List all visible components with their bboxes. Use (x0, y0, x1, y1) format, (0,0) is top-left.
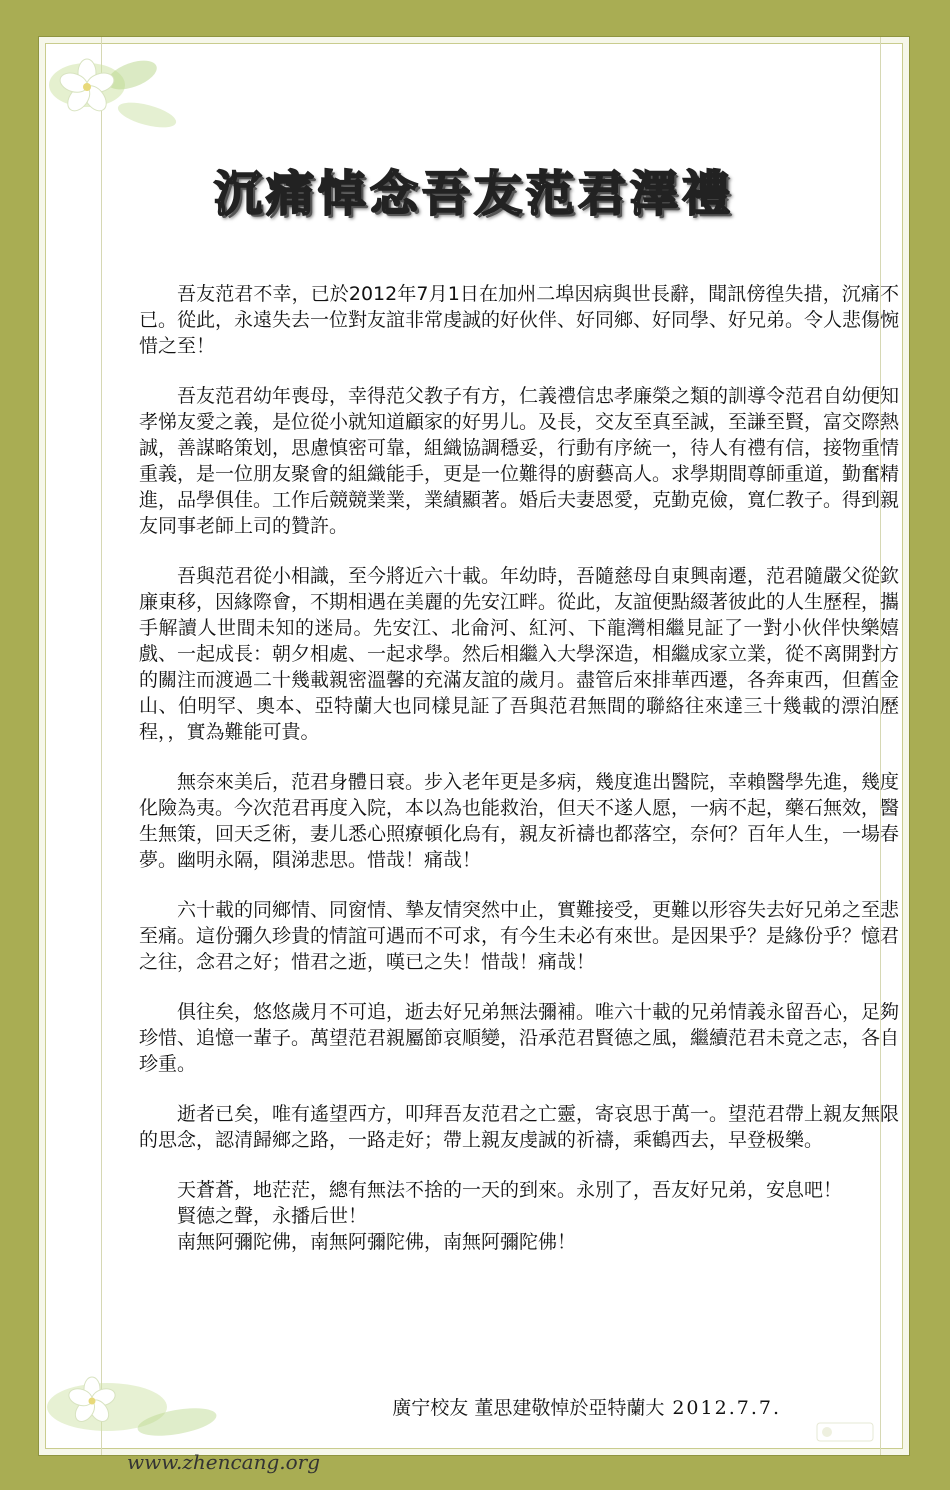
signature (392, 1393, 781, 1420)
paragraph: 六十載的同鄉情、同窗情、摯友情突然中止，實難接受，更難以形容失去好兄弟之至悲至痛。這份彌久珍貴的情誼可遇而不可求，有今生未必有來世。是因果乎？是緣份乎？憶君之往，念君之好；惜君之逝，嘆已之失！惜哉！痛哉！ (139, 899, 900, 973)
paragraph: 吾與范君從小相識，至今將近六十載。年幼時，吾隨慈母自東興南遷，范君隨嚴父從欽廉東移，因緣際會，不期相遇在美麗的先安江畔。從此，友誼便點綴著彼此的人生歷程，攜手解讀人世間未知的迷局。先安江、北侖河、紅河、下龍灣相繼見証了一對小伙伴快樂嬉戲、一起成長：朝夕相處、一起求學。然后相繼入大學深造，相繼成家立業，從不离開對方的關注而渡過二十幾載親密溫馨的充滿友誼的歲月。盡管后來排華西遷，各奔東西，但舊金山、伯明罕、奧本、亞特蘭大也同樣見証了吾與范君無間的聯絡往來達三十幾載的漂泊歷程，，實為難能可貴。 (139, 565, 900, 743)
closing-line: 南無阿彌陀佛，南無阿彌陀佛，南無阿彌陀佛！ (177, 1231, 577, 1253)
page-title: 沉痛悼念吾友范君澤禮 (213, 166, 734, 222)
closing-line: 賢德之聲，永播后世！ (177, 1205, 368, 1227)
memorial-card (38, 36, 910, 1474)
website-link[interactable]: www.zhencang.org (127, 1450, 321, 1474)
paragraph: 無奈來美后，范君身體日衰。步入老年更是多病，幾度進出醫院，幸賴醫學先進，幾度化險為夷。今次范君再度入院，本以為也能救治，但天不遂人愿，一病不起，藥石無效，醫生無策，回天乏術，妻儿悉心照療頓化烏有，親友祈禱也都落空，奈何？百年人生，一場春夢。幽明永隔，隕涕悲思。惜哉！痛哉！ (139, 771, 900, 871)
paragraph: 俱往矣，悠悠歲月不可追，逝去好兄弟無法彌補。唯六十載的兄弟情義永留吾心，足夠珍惜、追憶一輩子。萬望范君親屬節哀順變，沿承范君賢德之風，繼續范君未竟之志，各自珍重。 (139, 1001, 900, 1075)
flower-decoration-icon (47, 45, 197, 165)
signature-date: 2012.7.7. (672, 1397, 781, 1419)
watermark-logo-icon (815, 1417, 875, 1447)
flower-decoration-bottom-icon (47, 1367, 257, 1447)
signature-text: 廣宁校友 董思建敬悼於亞特蘭大 (392, 1397, 665, 1419)
paragraph: 吾友范君不幸，已於2012年7月1日在加州二埠因病與世長辭，聞訊傍徨失措，沉痛不已。從此，永遠失去一位對友誼非常虔誠的好伙伴、好同鄉、好同學、好兄弟。令人悲傷惋惜之至！ (139, 283, 900, 357)
paragraph: 逝者已矣，唯有遙望西方，叩拜吾友范君之亡靈，寄哀思于萬一。望范君帶上親友無限的思念，認清歸鄉之路，一路走好；帶上親友虔誠的祈禱，乘鶴西去，早登极樂。 (139, 1103, 900, 1151)
closing-line: 天蒼蒼，地茫茫，總有無法不捨的一天的到來。永別了，吾友好兄弟，安息吧！ (177, 1179, 843, 1201)
margin-line-left (101, 37, 102, 1455)
paragraph: 吾友范君幼年喪母，幸得范父教子有方，仁義禮信忠孝廉榮之類的訓導令范君自幼便知孝悌友愛之義，是位從小就知道顧家的好男儿。及長，交友至真至誠，至謙至賢，富交際熱誠，善謀略策划，思慮慎密可靠，組織協調穩妥，行動有序統一，待人有禮有信，接物重情重義，是一位朋友聚會的組織能手，更是一位難得的廚藝高人。求學期間尊師重道，勤奮精進，品學俱佳。工作后競競業業，業績顯著。婚后夫妻恩愛，克勤克儉，寬仁教子。得到親友同事老師上司的贊許。 (139, 385, 900, 537)
letter-body (139, 281, 899, 1255)
